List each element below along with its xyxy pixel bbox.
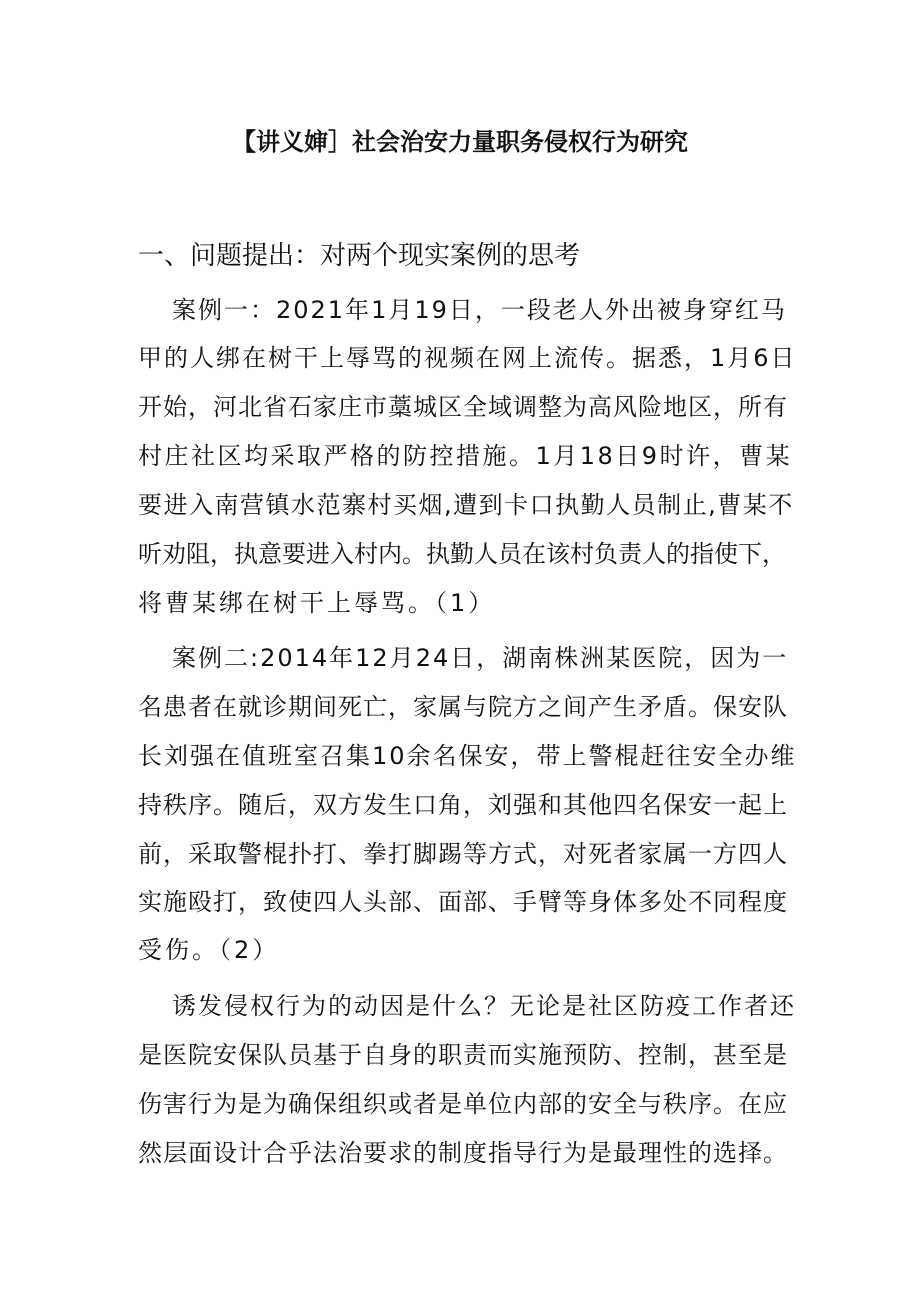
text-line: 持秩序。随后，双方发生口角，刘强和其他四名保安一起上	[138, 791, 788, 819]
text-line: 诱发侵权行为的动因是什么？无论是社区防疫工作者还	[172, 992, 796, 1020]
section-heading: 一、问题提出：对两个现实案例的思考	[138, 241, 581, 271]
text-line: 受伤。（2）	[138, 936, 280, 964]
text-line: 伤害行为是为确保组织或者是单位内部的安全与秩序。在应	[138, 1090, 788, 1118]
text-line: 村庄社区均采取严格的防控措施。1月18日9时许，曹某	[138, 442, 793, 470]
text-line: 将曹某绑在树干上辱骂。（1）	[138, 589, 496, 617]
text-line: 前，采取警棍扑打、拳打脚踢等方式，对死者家属一方四人	[138, 840, 788, 868]
text-line: 听劝阻，执意要进入村内。执勤人员在该村负责人的指使下，	[138, 540, 786, 568]
text-line: 长刘强在值班室召集10余名保安，带上警棍赶往安全办维	[138, 742, 797, 770]
document-title: 【讲义婶］社会治安力量职务侵权行为研究	[232, 128, 688, 156]
text-line: 是医院安保队员基于自身的职责而实施预防、控制，甚至是	[138, 1041, 788, 1069]
text-line: 要进入南营镇水范寨村买烟,遭到卡口执勤人员制止,曹某不	[138, 491, 794, 519]
text-line: 案例一：2021年1月19日，一段老人外出被身穿红马	[172, 296, 787, 324]
text-line: 甲的人绑在树干上辱骂的视频在网上流传。据悉，1月6日	[138, 344, 797, 372]
text-line: 然层面设计合乎法治要求的制度指导行为是最理性的选择。	[138, 1139, 788, 1167]
text-line: 实施殴打，致使四人头部、面部、手臂等身体多处不同程度	[138, 888, 788, 916]
text-line: 名患者在就诊期间死亡，家属与院方之间产生矛盾。保安队	[138, 693, 788, 721]
text-line: 案例二:2014年12月24日，湖南株洲某医院，因为一	[172, 644, 789, 672]
text-line: 开始，河北省石家庄市藁城区全域调整为高风险地区，所有	[138, 393, 788, 421]
